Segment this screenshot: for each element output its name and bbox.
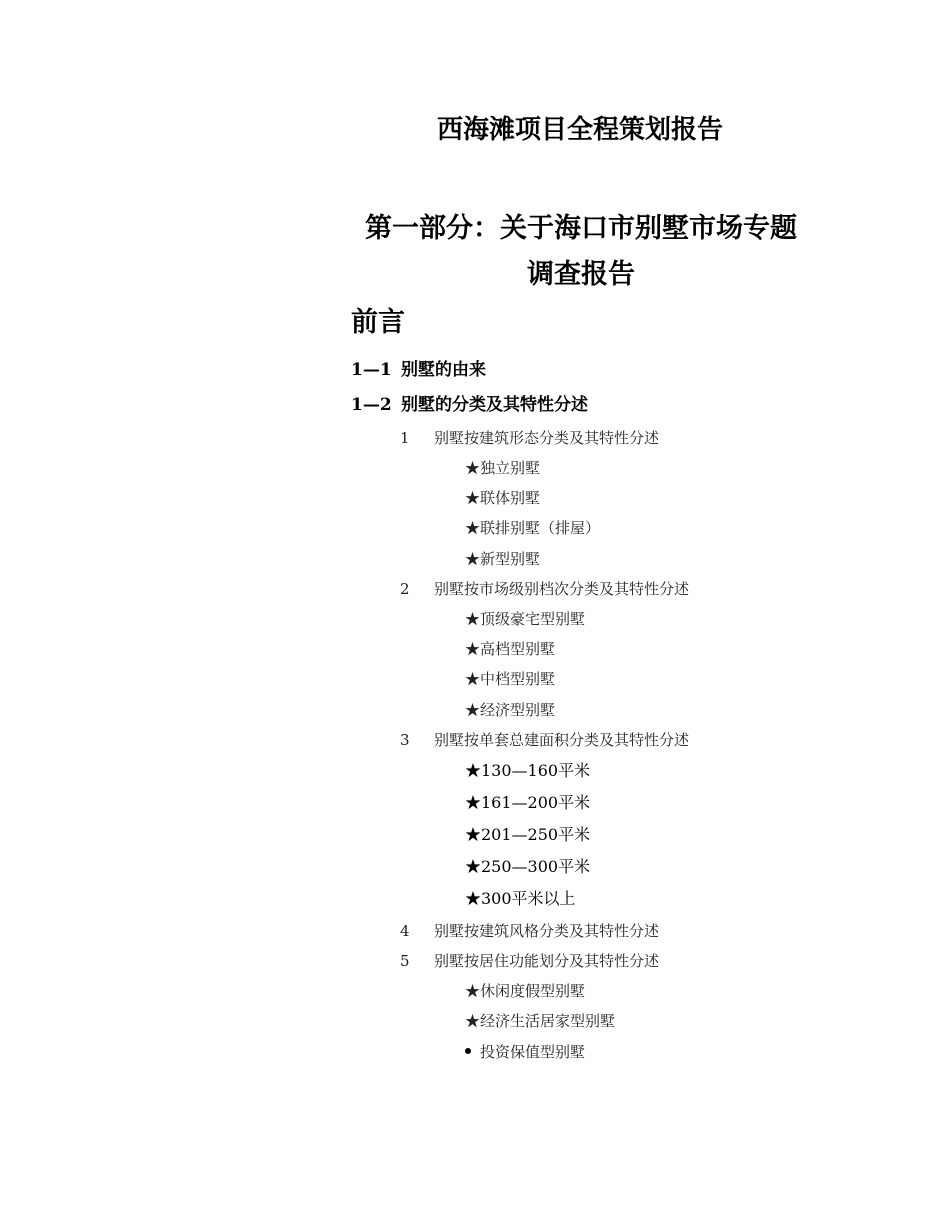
subsection-number: 1: [400, 429, 410, 447]
list-item: ★联排别墅（排屋）: [465, 519, 601, 537]
subsection-label: 别墅按居住功能划分及其特性分述: [434, 952, 660, 970]
subsection-label: 别墅按市场级别档次分类及其特性分述: [434, 580, 690, 598]
subsection-number: 3: [400, 731, 410, 749]
subsection-heading: [400, 950, 659, 972]
subsection-number: 4: [400, 922, 410, 940]
section-heading: [351, 358, 486, 382]
list-item: ★休闲度假型别墅: [465, 982, 586, 1000]
list-item: ★250—300平米: [465, 857, 591, 876]
subsection-label: 别墅按建筑风格分类及其特性分述: [434, 922, 660, 940]
list-item: ★经济生活居家型别墅: [465, 1012, 616, 1030]
subsection-heading: [400, 920, 659, 942]
list-item: ★联体别墅: [465, 489, 541, 507]
list-item: ★201—250平米: [465, 825, 591, 844]
part-one-title-line2: 调查报告: [527, 259, 635, 290]
section-number: 1—2: [351, 395, 392, 415]
list-item-label: 投资保值型别墅: [480, 1043, 586, 1061]
preface-heading: 前言: [351, 307, 405, 338]
list-item: [465, 1041, 585, 1063]
list-item: ★300平米以上: [465, 889, 576, 908]
section-number: 1—1: [351, 360, 392, 380]
list-item: ★顶级豪宅型别墅: [465, 610, 586, 628]
section-label: 别墅的分类及其特性分述: [401, 395, 588, 415]
list-item: ★独立别墅: [465, 459, 541, 477]
subsection-number: 2: [400, 580, 410, 598]
list-item: ★新型别墅: [465, 550, 541, 568]
list-item: ★经济型别墅: [465, 701, 556, 719]
section-heading: [351, 393, 588, 417]
section-label: 别墅的由来: [401, 360, 486, 380]
part-one-title: [340, 206, 822, 298]
subsection-number: 5: [400, 952, 410, 970]
subsection-label: 别墅按建筑形态分类及其特性分述: [434, 429, 660, 447]
list-item: ★161—200平米: [465, 793, 591, 812]
bullet-dot-icon: [465, 1048, 471, 1054]
list-item: ★中档型别墅: [465, 670, 556, 688]
part-one-title-line1: 第一部分：关于海口市别墅市场专题: [365, 213, 797, 244]
document-title: 西海滩项目全程策划报告: [436, 115, 723, 145]
subsection-heading: [400, 729, 689, 751]
list-item: ★130—160平米: [465, 761, 591, 780]
subsection-heading: [400, 427, 659, 449]
list-item: ★高档型别墅: [465, 640, 556, 658]
subsection-heading: [400, 578, 689, 600]
subsection-label: 别墅按单套总建面积分类及其特性分述: [434, 731, 690, 749]
